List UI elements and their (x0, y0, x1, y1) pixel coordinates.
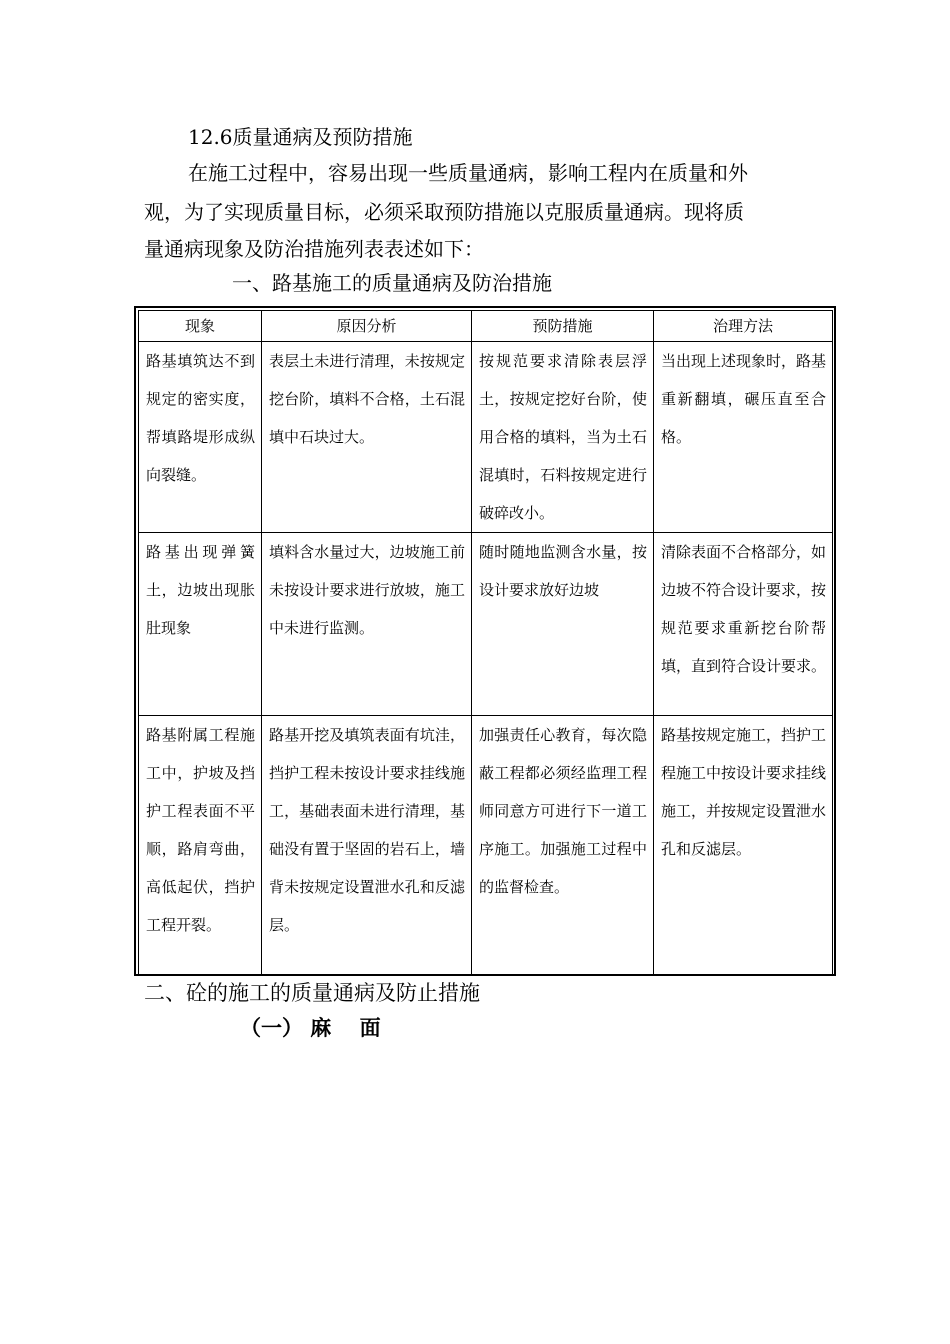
section-heading-concrete: 二、砼的施工的质量通病及防止措施 (144, 981, 480, 1005)
section-heading-roadbed: 一、路基施工的质量通病及防治措施 (232, 271, 552, 295)
header-cause-analysis: 原因分析 (262, 311, 472, 342)
header-phenomenon: 现象 (139, 311, 262, 342)
cell-prevention: 随时随地监测含水量，按设计要求放好边坡 (472, 533, 654, 716)
intro-line-3: 量通病现象及防治措施列表表述如下： (144, 237, 484, 261)
cell-cause: 路基开挖及填筑表面有坑洼，挡护工程未按设计要求挂线施工，基础表面未进行清理，基础没有置于坚固的岩石上，墙背未按规定设置泄水孔和反滤层。 (262, 716, 472, 975)
cell-cause: 填料含水量过大，边坡施工前未按设计要求进行放坡，施工中未进行监测。 (262, 533, 472, 716)
section-title-12-6: 12.6质量通病及预防措施 (188, 125, 413, 149)
cell-phenomenon: 路基填筑达不到规定的密实度，帮填路堤形成纵向裂缝。 (139, 342, 262, 533)
table-row (139, 342, 833, 533)
defects-table (138, 310, 833, 975)
intro-line-2: 观，为了实现质量目标，必须采取预防措施以克服质量通病。现将质 (144, 200, 744, 224)
cell-phenomenon: 路基出现弹簧土，边坡出现胀肚现象 (139, 533, 262, 716)
cell-prevention: 加强责任心教育，每次隐蔽工程都必须经监理工程师同意方可进行下一道工序施工。加强施工过程中的监督检查。 (472, 716, 654, 975)
cell-prevention: 按规范要求清除表层浮土，按规定挖好台阶，使用合格的填料，当为土石混填时，石料按规定进行破碎改小。 (472, 342, 654, 533)
cell-treatment: 路基按规定施工，挡护工程施工中按设计要求挂线施工，并按规定设置泄水孔和反滤层。 (654, 716, 833, 975)
table-row (139, 533, 833, 716)
cell-treatment: 清除表面不合格部分，如边坡不符合设计要求，按规范要求重新挖台阶帮填，直到符合设计要求。 (654, 533, 833, 716)
defects-table-frame (134, 306, 836, 976)
cell-phenomenon: 路基附属工程施工中，护坡及挡护工程表面不平顺，路肩弯曲，高低起伏，挡护工程开裂。 (139, 716, 262, 975)
table-header-row (139, 311, 833, 342)
cell-treatment: 当出现上述现象时，路基重新翻填，碾压直至合格。 (654, 342, 833, 533)
header-prevention: 预防措施 (472, 311, 654, 342)
intro-line-1: 在施工过程中，容易出现一些质量通病，影响工程内在质量和外 (188, 161, 748, 185)
subsection-heading-pitting: （一） 麻 面 (240, 1015, 381, 1040)
table-row (139, 716, 833, 975)
cell-cause: 表层土未进行清理，未按规定挖台阶，填料不合格，土石混填中石块过大。 (262, 342, 472, 533)
header-treatment: 治理方法 (654, 311, 833, 342)
